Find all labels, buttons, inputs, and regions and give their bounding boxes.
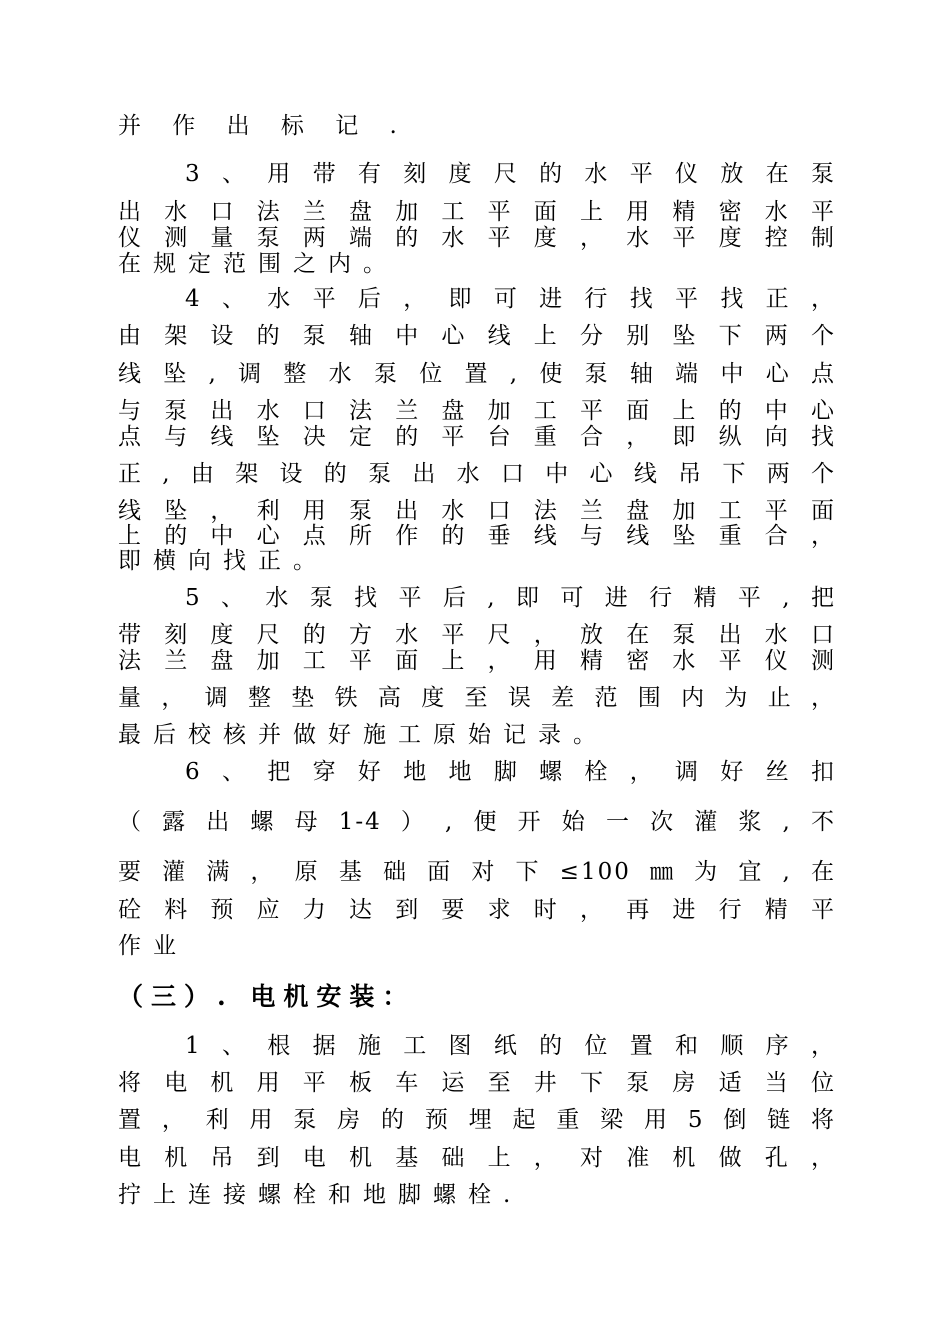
text-line: 法兰盘加工平面上，用精密水平仪测: [118, 648, 836, 674]
text-line: 4、水平后，即可进行找平找正，: [185, 286, 836, 312]
text-line: 正,由架设的泵出水口中心线吊下两个: [118, 461, 836, 487]
text-line: 在规定范围之内。: [118, 251, 398, 277]
text-line: 出水口法兰盘加工平面上用精密水平: [118, 199, 836, 225]
text-line: 仪测量泵两端的水平度，水平度控制: [118, 225, 836, 251]
text-line: 上的中心点所作的垂线与线坠重合，: [118, 523, 836, 549]
text-line: 置，利用泵房的预埋起重梁用5倒链将: [118, 1107, 836, 1133]
text-line: 最后校核并做好施工原始记录。: [118, 722, 608, 748]
text-line: 6、把穿好地地脚螺栓，调好丝扣: [185, 759, 836, 785]
text-line: 线坠，利用泵出水口法兰盘加工平面: [118, 498, 836, 524]
text-line: 拧上连接螺栓和地脚螺栓.: [118, 1182, 523, 1208]
text-line: 电机吊到电机基础上，对准机做孔，: [118, 1145, 836, 1171]
text-line: 并 作 出 标 记 .: [118, 113, 409, 139]
text-line: 带刻度尺的方水平尺，放在泵出水口: [118, 622, 836, 648]
text-line: 作业: [118, 933, 188, 959]
text-line: 将电机用平板车运至井下泵房适当位: [118, 1070, 836, 1096]
text-line: 与泵出水口法兰盘加工平面上的中心: [118, 398, 836, 424]
text-line: 5、水泵找平后,即可进行精平,把: [185, 585, 836, 611]
text-line: 1、根据施工图纸的位置和顺序，: [185, 1033, 836, 1059]
text-line: （露出螺母1-4）,便开始一次灌浆,不: [118, 809, 836, 835]
text-line: 即横向找正。: [118, 548, 328, 574]
text-line: 砼料预应力达到要求时，再进行精平: [118, 897, 836, 923]
text-line: 由架设的泵轴中心线上分别坠下两个: [118, 323, 836, 349]
section-heading: （三）. 电机安装：: [118, 982, 416, 1011]
text-line: 要灌满，原基础面对下≤100㎜为宜,在: [118, 859, 836, 885]
text-line: 3、用带有刻度尺的水平仪放在泵: [185, 161, 836, 187]
text-line: 线坠,调整水泵位置,使泵轴端中心点: [118, 361, 836, 387]
text-line: 点与线坠决定的平台重合，即纵向找: [118, 424, 836, 450]
text-line: 量，调整垫铁高度至误差范围内为止，: [118, 685, 836, 711]
